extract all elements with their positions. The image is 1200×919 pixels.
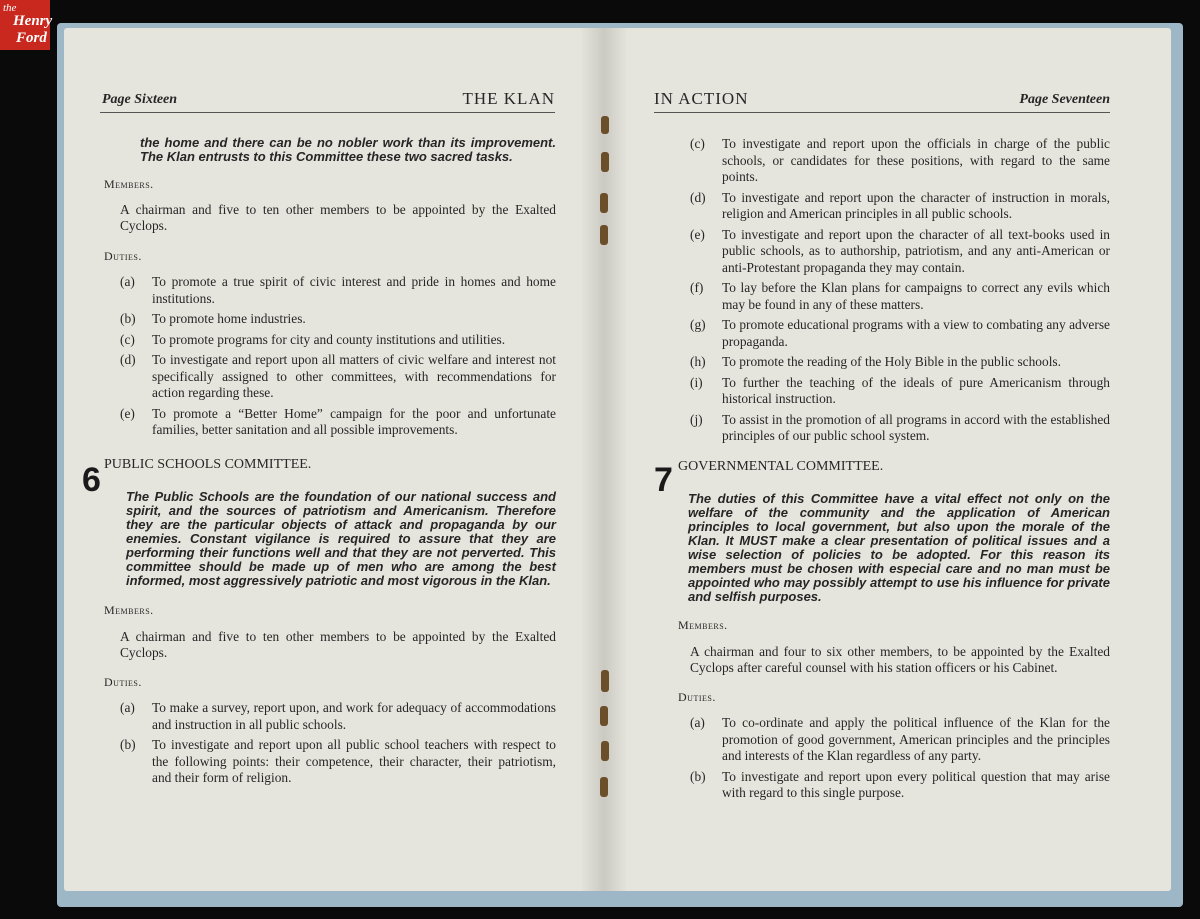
governmental-intro: The duties of this Committee have a vital effect not only on the welfare of the community and the application of American principles to local government, but also upon the morale of the Klan. It MUST make a clear presentation of political issues and a wise selection of policies to be adopted. For this reason its members must be chosen with especial care and no man must be appointed who may possibly attempt to use his influence for private and selfish purposes. [688,491,1110,604]
left-duties-list [120,274,556,439]
duty-item [690,412,1110,445]
duty-marker: (g) [690,317,706,332]
duty-marker: (e) [120,405,135,421]
public-schools-section-heading [82,456,556,499]
duty-item [120,274,556,307]
right-page-body [654,136,1110,802]
left-running-title: THE KLAN [462,89,555,108]
duty-marker: (c) [690,136,705,151]
logo-the: the [3,2,17,14]
public-schools-members-text: A chairman and five to ten other members to be appointed by the Exalted Cyclops. [120,628,556,660]
duty-text: To investigate and report upon all matters of civic welfare and interest not specifically assigned to other committees, with recommendations for action regarding these. [152,352,556,400]
duty-item [120,311,556,328]
duty-text: To further the teaching of the ideals of pure Americanism through historical instruction. [722,374,1110,406]
duty-text: To lay before the Klan plans for campaigns to correct any evils which may be found in any of these matters. [722,280,1110,312]
duty-marker: (j) [690,411,703,427]
duty-marker: (a) [120,274,135,289]
duty-text: To investigate and report upon the officials in charge of the public schools, or candidates for these positions, with regard to the same points. [722,136,1110,184]
right-page [604,28,1171,891]
governmental-members-text: A chairman and four to six other members, to be appointed by the Exalted Cyclops after careful counsel with his station officers or his Cabinet. [690,643,1110,675]
duty-marker: (e) [690,226,705,242]
duty-text: To investigate and report upon the character of all text-books used in public schools, as to authorship, patriotism, and any anti-American or anti-Protestant propaganda they may contain. [722,226,1110,275]
binding-stitch [601,116,609,134]
left-members-label: Members. [104,177,154,191]
left-page-number: Page Sixteen [102,92,178,107]
henry-ford-logo [0,0,53,50]
duty-text: To promote a true spirit of civic interest and pride in homes and home institutions. [152,274,556,306]
duty-marker: (c) [120,331,135,347]
duty-marker: (b) [120,311,136,326]
governmental-section-heading [654,458,1110,499]
duty-marker: (h) [690,354,706,369]
duty-text: To promote the reading of the Holy Bible in the public schools. [722,354,1061,369]
binding-stitch [600,193,608,213]
binding-stitch [601,670,609,692]
duty-text: To promote programs for city and county institutions and utilities. [152,331,506,347]
binding-stitch [600,777,608,797]
duty-item [690,190,1110,223]
logo-ford: Ford [16,30,47,46]
duty-marker: (a) [690,715,705,730]
duty-marker: (b) [690,768,706,784]
duty-item [120,406,556,439]
duty-text: To promote educational programs with a view to combating any adverse propaganda. [722,317,1110,349]
section-number-6: 6 [82,460,101,499]
governmental-title: GOVERNMENTAL COMMITTEE. [678,458,884,474]
duty-item [690,715,1110,765]
right-page-number: Page Seventeen [1019,92,1110,107]
duty-item [690,769,1110,802]
duty-item [690,227,1110,277]
duty-item [690,136,1110,186]
left-page [64,28,604,891]
duty-marker: (f) [690,280,704,295]
duty-item [120,332,556,349]
right-page-header [654,89,1110,113]
duty-marker: (d) [690,189,706,205]
duty-marker: (a) [120,700,135,715]
duty-text: To assist in the promotion of all programs in accord with the established principles of our public school system. [722,411,1110,443]
governmental-duties-list [690,715,1110,802]
duty-item [120,737,556,787]
left-intro-paragraph: the home and there can be no nobler work than its improvement. The Klan entrusts to this Committee these two sacred tasks. [140,135,556,164]
duty-text: To investigate and report upon every political question that may arise with regard to this single purpose. [722,768,1110,800]
public-schools-duties-list [120,700,556,787]
left-members-text: A chairman and five to ten other members to be appointed by the Exalted Cyclops. [120,201,556,233]
duty-text: To promote home industries. [152,311,306,326]
duty-text: To make a survey, report upon, and work for adequacy of accommodations and instruction in all public schools. [152,700,556,732]
public-schools-title: PUBLIC SCHOOLS COMMITTEE. [104,456,312,472]
right-running-title: IN ACTION [654,89,749,108]
duty-marker: (b) [120,737,136,752]
duty-item [120,352,556,402]
public-schools-intro: The Public Schools are the foundation of our national success and spirit, and the sources of patriotism and Americanism. Therefore they are the particular objects of attack and propaganda by our enemies. Constant vigilance is required to assure that they are performing their functions well and that they are not perverted. This committee should be made up of men who are among the best informed, most aggressively patriotic and most vigorous in the Klan. [126,489,556,588]
duty-item [690,375,1110,408]
duty-item [690,317,1110,350]
binding-stitch [600,706,608,726]
duty-text: To investigate and report upon all public school teachers with respect to the following points: their competence, their character, their patriotism, and their form of religion. [152,737,556,785]
logo-henry: Henry [13,13,53,29]
duty-item [690,280,1110,313]
left-page-body [82,135,556,787]
public-schools-duties-continued [690,136,1110,445]
duty-item [690,354,1110,371]
binding-stitch [601,152,609,172]
duty-text: To co-ordinate and apply the political influence of the Klan for the promotion of good government, American principles and the principles and interests of the Klan regardless of any party. [722,715,1110,763]
public-schools-members-label: Members. [104,603,154,617]
left-duties-label: Duties. [104,248,142,263]
duty-text: To investigate and report upon the character of instruction in morals, religion and American principles in all public schools. [722,189,1110,221]
duty-text: To promote a “Better Home” campaign for the poor and unfortunate families, better sanitation and all possible improvements. [152,405,556,437]
governmental-members-label: Members. [678,618,728,632]
governmental-duties-label: Duties. [678,689,716,704]
duty-marker: (d) [120,352,136,367]
public-schools-duties-label: Duties. [104,674,142,689]
binding-stitch [600,225,608,245]
duty-marker: (i) [690,374,703,390]
left-page-header [100,89,555,113]
binding-stitch [601,741,609,761]
section-number-7: 7 [654,460,673,499]
duty-item [120,700,556,733]
